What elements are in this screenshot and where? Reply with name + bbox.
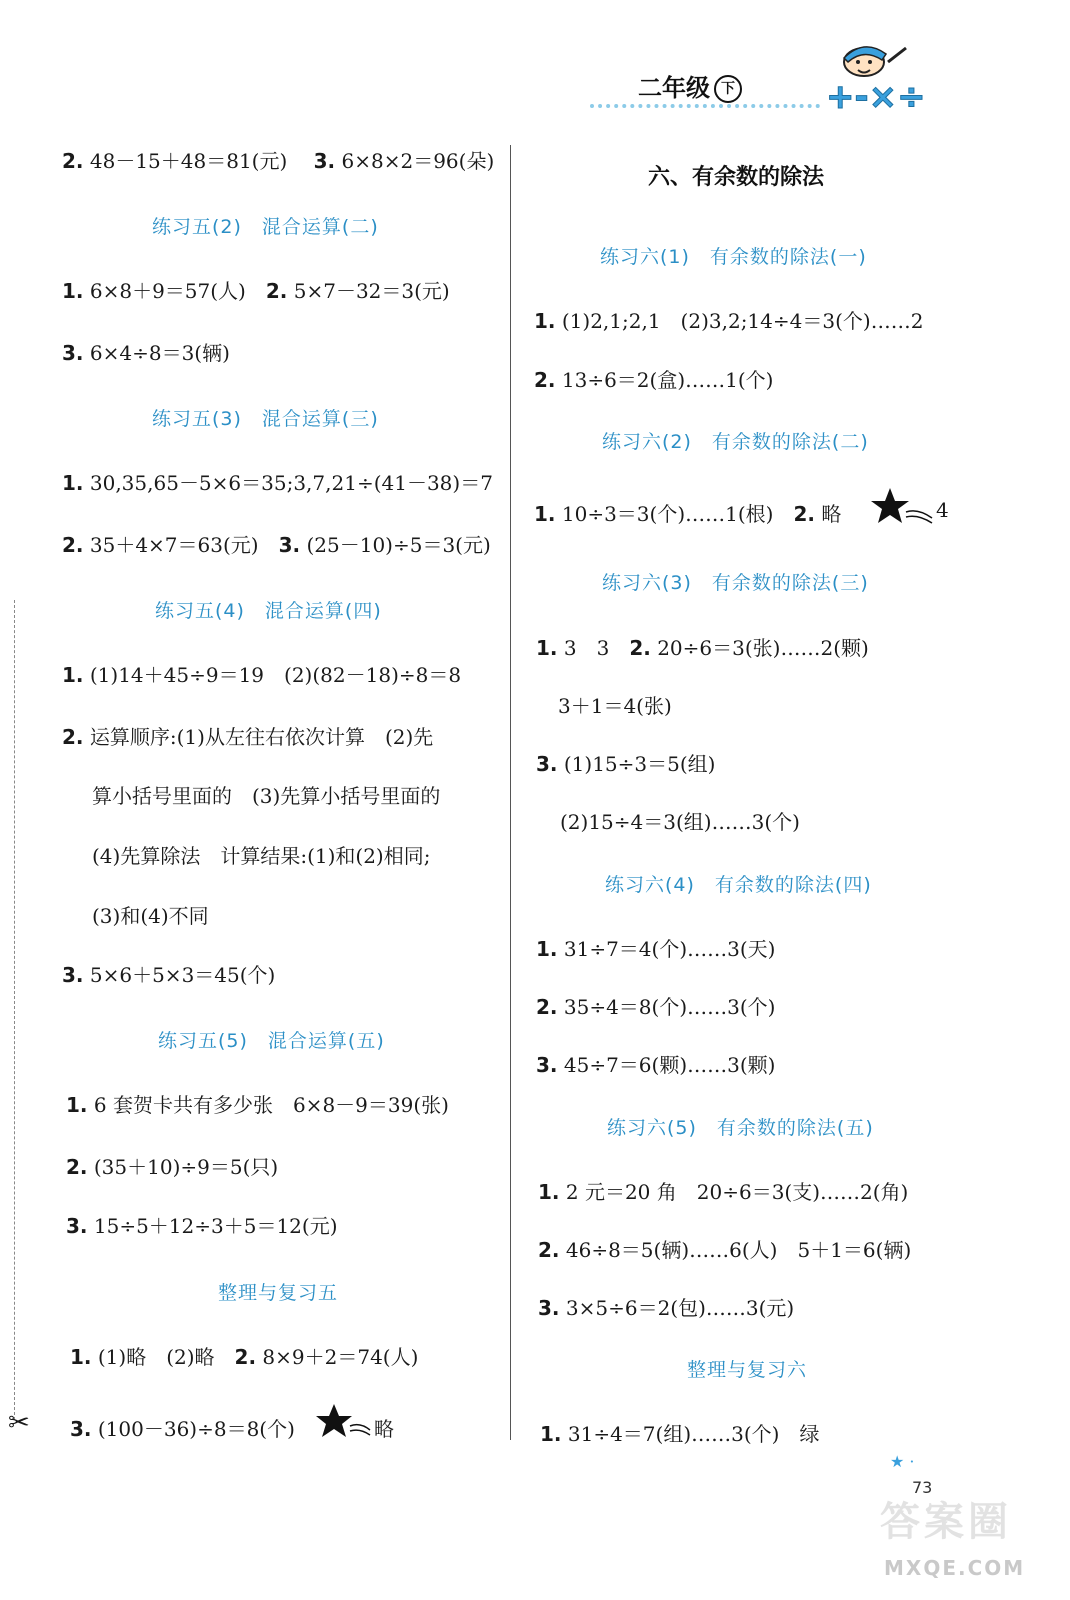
ex6-4-line1: 1. 31÷7＝4(个)……3(天) xyxy=(536,937,776,961)
mascot-logo xyxy=(822,40,952,116)
ex5-5-line3: 3. 15÷5＋12÷3＋5＝12(元) xyxy=(66,1214,338,1238)
section-title-6: 六、有余数的除法 xyxy=(648,165,825,190)
ex5-4-line3: 算小括号里面的 (3)先算小括号里面的 xyxy=(92,784,441,808)
ex6-4-line3: 3. 45÷7＝6(颗)……3(颗) xyxy=(536,1053,776,1077)
watermark-url: MXQE.COM xyxy=(884,1556,1026,1580)
ex6-3-line3: 3. (1)15÷3＝5(组) xyxy=(536,752,716,776)
heading-ex5-5: 练习五(5) 混合运算(五) xyxy=(158,1030,385,1052)
heading-review6: 整理与复习六 xyxy=(687,1359,808,1381)
ex5-3-line1: 1. 30,35,65－5×6＝35;3,7,21÷(41－38)＝7 xyxy=(62,471,493,495)
ex6-3-line2: 3＋1＝4(张) xyxy=(558,694,672,718)
ex5-4-line6: 3. 5×6＋5×3＝45(个) xyxy=(62,963,276,987)
ex5-4-line5: (3)和(4)不同 xyxy=(92,904,209,928)
volume-badge: 下 xyxy=(714,75,742,103)
ex5-2-line1: 1. 6×8＋9＝57(人) 2. 5×7－32＝3(元) xyxy=(62,279,450,303)
ex6-3-line1: 1. 3 3 2. 20÷6＝3(张)……2(颗) xyxy=(536,636,869,660)
star-icon xyxy=(316,1402,372,1446)
ex6-2-line1: 1. 10÷3＝3(个)……1(根) 2. 略 xyxy=(534,502,842,526)
heading-ex5-3: 练习五(3) 混合运算(三) xyxy=(152,408,379,430)
heading-ex5-2: 练习五(2) 混合运算(二) xyxy=(152,216,379,238)
heading-ex6-1: 练习六(1) 有余数的除法(一) xyxy=(600,246,867,268)
logo-operators: +-×÷ xyxy=(826,77,926,116)
ex6-5-line3: 3. 3×5÷6＝2(包)……3(元) xyxy=(538,1296,795,1320)
ex6-5-line1: 1. 2 元＝20 角 20÷6＝3(支)……2(角) xyxy=(538,1180,909,1204)
ex6-4-line2: 2. 35÷4＝8(个)……3(个) xyxy=(536,995,776,1019)
ex6-1-line1: 1. (1)2,1;2,1 (2)3,2;14÷4＝3(个)……2 xyxy=(534,309,924,333)
heading-ex6-2: 练习六(2) 有余数的除法(二) xyxy=(602,431,869,453)
ex5-4-line4: (4)先算除法 计算结果:(1)和(2)相同; xyxy=(92,844,431,868)
header-dotted-line xyxy=(590,104,820,108)
grade-title: 二年级 下 xyxy=(638,68,742,103)
ex5-3-line2: 2. 35＋4×7＝63(元) 3. (25－10)÷5＝3(元) xyxy=(62,533,491,557)
heading-ex6-5: 练习六(5) 有余数的除法(五) xyxy=(607,1117,874,1139)
watermark-logo: 答案圈 xyxy=(880,1499,1012,1545)
column-divider xyxy=(510,145,511,1440)
heading-ex5-4: 练习五(4) 混合运算(四) xyxy=(155,600,382,622)
page-number: 73 xyxy=(912,1478,933,1497)
review6-line1: 1. 31÷4＝7(组)……3(个) 绿 xyxy=(540,1422,820,1446)
scissors-icon: ✂ xyxy=(8,1408,30,1438)
heading-ex6-3: 练习六(3) 有余数的除法(三) xyxy=(602,572,869,594)
ex5-2-line2: 3. 6×4÷8＝3(辆) xyxy=(62,341,230,365)
ex6-2-star-answer: 4 xyxy=(936,498,949,522)
review5-star-answer: 略 xyxy=(374,1417,394,1441)
heading-review5: 整理与复习五 xyxy=(218,1282,339,1304)
review5-line2: 3. (100－36)÷8＝8(个) xyxy=(70,1417,295,1441)
ex5-5-line2: 2. (35＋10)÷9＝5(只) xyxy=(66,1155,279,1179)
star-icon xyxy=(870,486,934,532)
ex5-5-line1: 1. 6 套贺卡共有多少张 6×8－9＝39(张) xyxy=(66,1093,449,1117)
heading-ex6-4: 练习六(4) 有余数的除法(四) xyxy=(605,874,872,896)
cut-line xyxy=(14,600,15,1420)
ex5-4-line1: 1. (1)14＋45÷9＝19 (2)(82－18)÷8＝8 xyxy=(62,663,462,687)
mascot-icon xyxy=(822,40,952,116)
ex5-4-line2: 2. 运算顺序:(1)从左往右依次计算 (2)先 xyxy=(62,725,434,749)
review5-line1: 1. (1)略 (2)略 2. 8×9＋2＝74(人) xyxy=(70,1345,419,1369)
ex6-5-line2: 2. 46÷8＝5(辆)……6(人) 5＋1＝6(辆) xyxy=(538,1238,912,1262)
left-top-line: 2. 48－15＋48＝81(元) 3. 6×8×2＝96(朵) xyxy=(62,149,495,173)
ex6-3-line4: (2)15÷4＝3(组)……3(个) xyxy=(560,810,800,834)
decor-stars-icon: ★ · xyxy=(890,1452,915,1471)
ex6-1-line2: 2. 13÷6＝2(盒)……1(个) xyxy=(534,368,774,392)
